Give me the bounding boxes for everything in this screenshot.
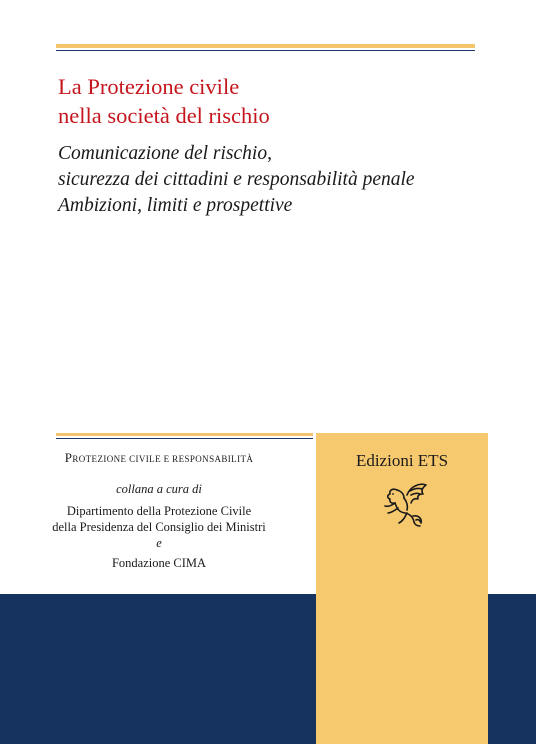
- top-gold-rule: [56, 44, 475, 48]
- publisher-panel: [316, 433, 488, 744]
- subtitle-line-3: Ambizioni, limiti e prospettive: [58, 195, 293, 216]
- series-navy-rule: [56, 438, 313, 439]
- editor-line-2: della Presidenza del Consiglio dei Ministri: [52, 520, 266, 534]
- title-line-2: nella società del rischio: [58, 103, 270, 128]
- top-navy-rule: [56, 50, 475, 51]
- editor-line-1: Dipartimento della Protezione Civile: [66, 504, 252, 518]
- editor-line-3: Fondazione CIMA: [111, 556, 207, 570]
- editors-conjunction: e: [156, 536, 162, 550]
- book-subtitle: [58, 141, 528, 219]
- title-line-1: La Protezione civile: [58, 74, 240, 99]
- subtitle-line-2: sicurezza dei cittadini e responsabilità penale: [58, 169, 415, 190]
- series-gold-rule: [56, 433, 313, 436]
- editors-intro: collana a cura di: [116, 482, 202, 496]
- series-editors: [0, 481, 318, 571]
- subtitle-line-1: Comunicazione del rischio,: [58, 143, 272, 164]
- winged-lion-icon: [377, 479, 429, 531]
- book-title: [58, 72, 498, 130]
- publisher-name: Edizioni ETS: [355, 451, 449, 470]
- series-name: PROTEZIONE CIVILE E RESPONSABILITÀ: [64, 450, 254, 465]
